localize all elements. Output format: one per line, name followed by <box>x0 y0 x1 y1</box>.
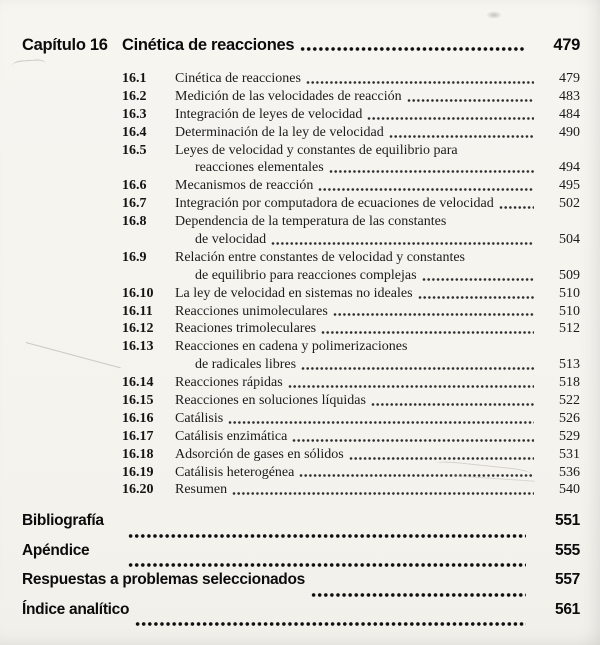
toc-entry-line <box>22 303 580 321</box>
section-number: 16.18 <box>122 446 154 462</box>
section-title: Reacciones unimoleculares <box>175 303 328 319</box>
section-number: 16.10 <box>122 285 154 301</box>
section-number: 16.4 <box>122 124 147 140</box>
section-title: La ley de velocidad en sistemas no ideales <box>175 285 413 301</box>
toc-entry-line <box>22 446 580 464</box>
chapter-label: Capítulo 16 <box>22 36 108 54</box>
dot-leader <box>329 169 534 174</box>
dot-leader <box>299 473 534 478</box>
section-title: Catálisis <box>175 410 224 426</box>
toc-entry-line <box>22 159 580 177</box>
scan-smudge-artifact <box>486 11 502 19</box>
dot-leader <box>311 592 526 598</box>
section-page-number: 484 <box>559 106 580 122</box>
dot-leader <box>128 533 526 539</box>
section-number: 16.13 <box>122 339 154 355</box>
section-title: Reaciones trimoleculares <box>175 321 317 337</box>
section-page-number: 512 <box>559 321 580 337</box>
section-number: 16.9 <box>122 249 147 265</box>
back-matter-page-number: 557 <box>555 571 580 589</box>
section-page-number: 540 <box>559 482 580 498</box>
section-number: 16.5 <box>122 142 147 158</box>
toc-entry-line <box>22 428 580 446</box>
dot-leader <box>418 295 534 300</box>
dot-leader <box>301 366 534 371</box>
section-page-number: 510 <box>559 285 580 301</box>
section-title: Reacciones en soluciones líquidas <box>175 393 366 409</box>
section-number: 16.15 <box>122 393 154 409</box>
dot-leader <box>499 205 534 210</box>
toc-entry-line <box>22 142 580 160</box>
dot-leader <box>333 312 534 317</box>
section-title: Cinética de reacciones <box>175 71 301 86</box>
dot-leader <box>288 384 534 389</box>
section-page-number: 522 <box>559 393 580 409</box>
section-number: 16.2 <box>122 88 147 104</box>
section-title: Medición de las velocidades de reacción <box>175 88 402 104</box>
section-list <box>22 70 580 499</box>
dot-leader <box>367 116 534 121</box>
section-number: 16.14 <box>122 375 154 391</box>
toc-entry-line <box>22 392 580 410</box>
section-page-number: 531 <box>559 446 580 462</box>
section-number: 16.17 <box>122 428 154 444</box>
toc-entry-line <box>22 88 580 106</box>
section-title: Reacciones rápidas <box>175 375 283 391</box>
section-title: Mecanismos de reacción <box>175 178 314 194</box>
section-title: Integración por computadora de ecuaciones de velocidad <box>175 196 494 212</box>
back-matter-title: Apéndice <box>22 541 90 559</box>
toc-entry-line <box>22 249 580 267</box>
section-title: de velocidad <box>195 232 267 248</box>
section-page-number: 495 <box>559 178 580 194</box>
toc-entry-line <box>22 285 580 303</box>
section-number: 16.1 <box>122 71 147 86</box>
back-matter-entry <box>22 571 580 601</box>
back-matter-page-number: 561 <box>555 600 580 618</box>
section-title: Relación entre constantes de velocidad y constantes <box>175 249 466 265</box>
toc-entry-line <box>22 410 580 428</box>
toc-entry-line <box>22 374 580 392</box>
section-number: 16.12 <box>122 321 154 337</box>
toc-entry-line <box>22 267 580 285</box>
toc-entry-line <box>22 70 580 88</box>
section-page-number: 502 <box>559 196 580 212</box>
section-title: reacciones elementales <box>195 160 324 176</box>
section-page-number: 490 <box>559 124 580 140</box>
section-number: 16.7 <box>122 196 147 212</box>
section-title: Adsorción de gases en sólidos <box>175 446 344 462</box>
dot-leader <box>389 134 534 139</box>
section-title: Integración de leyes de velocidad <box>175 106 363 122</box>
dot-leader <box>271 241 534 246</box>
back-matter-page-number: 551 <box>555 512 580 530</box>
toc-entry-line <box>22 231 580 249</box>
section-number: 16.8 <box>122 214 147 230</box>
dot-leader <box>422 277 534 282</box>
section-page-number: 510 <box>559 303 580 319</box>
section-number: 16.11 <box>122 303 153 319</box>
toc-entry-line <box>22 320 580 338</box>
section-page-number: 494 <box>559 160 580 176</box>
back-matter-title: Respuestas a problemas seleccionados <box>22 571 305 589</box>
dot-leader <box>371 402 534 407</box>
section-title: Resumen <box>175 482 228 498</box>
dot-leader <box>232 491 534 496</box>
back-matter-entry <box>22 601 580 631</box>
chapter-heading-row <box>22 36 580 55</box>
dot-leader <box>300 46 526 52</box>
toc-entry-line <box>22 124 580 142</box>
toc-entry-line <box>22 481 580 499</box>
section-number: 16.3 <box>122 106 147 122</box>
toc-entry-line <box>22 464 580 482</box>
toc-entry-line <box>22 177 580 195</box>
toc-entry-line <box>22 213 580 231</box>
section-number: 16.20 <box>122 482 154 498</box>
back-matter-entry <box>22 542 580 572</box>
toc-entry-line <box>22 356 580 374</box>
toc-entry-line <box>22 338 580 356</box>
section-page-number: 509 <box>559 267 580 283</box>
back-matter-page-number: 555 <box>555 541 580 559</box>
toc-entry-line <box>22 195 580 213</box>
dot-leader <box>318 187 534 192</box>
dot-leader <box>407 98 534 103</box>
section-page-number: 529 <box>559 428 580 444</box>
section-title: Leyes de velocidad y constantes de equilibrio para <box>175 142 458 158</box>
section-title: Reacciones en cadena y polimerizaciones <box>175 339 408 355</box>
section-number: 16.16 <box>122 410 154 426</box>
section-number: 16.6 <box>122 178 147 194</box>
section-page-number: 536 <box>559 464 580 480</box>
back-matter-entry <box>22 512 580 542</box>
section-title: de equilibrio para reacciones complejas <box>195 267 417 283</box>
section-page-number: 513 <box>559 357 580 373</box>
dot-leader <box>128 562 526 568</box>
section-number: 16.19 <box>122 464 154 480</box>
dot-leader <box>349 456 534 461</box>
section-title: Dependencia de la temperatura de las constantes <box>175 214 447 230</box>
section-page-number: 479 <box>559 71 580 86</box>
section-title: Catálisis enzimática <box>175 428 288 444</box>
section-title: de radicales libres <box>195 357 297 373</box>
dot-leader <box>228 420 534 425</box>
back-matter-title: Bibliografía <box>22 512 104 530</box>
section-page-number: 518 <box>559 375 580 391</box>
back-matter-title: Índice analítico <box>22 600 130 618</box>
dot-leader <box>321 330 534 335</box>
section-title: Catálisis heterogénea <box>175 464 295 480</box>
section-page-number: 504 <box>559 232 580 248</box>
dot-leader <box>135 621 526 627</box>
toc-entry-line <box>22 106 580 124</box>
section-page-number: 526 <box>559 410 580 426</box>
chapter-page-number: 479 <box>553 36 580 54</box>
chapter-title: Cinética de reacciones <box>122 36 295 54</box>
back-matter-list <box>22 512 580 630</box>
section-title: Determinación de la ley de velocidad <box>175 124 384 140</box>
dot-leader <box>292 438 534 443</box>
dot-leader <box>306 80 534 85</box>
section-page-number: 483 <box>559 88 580 104</box>
